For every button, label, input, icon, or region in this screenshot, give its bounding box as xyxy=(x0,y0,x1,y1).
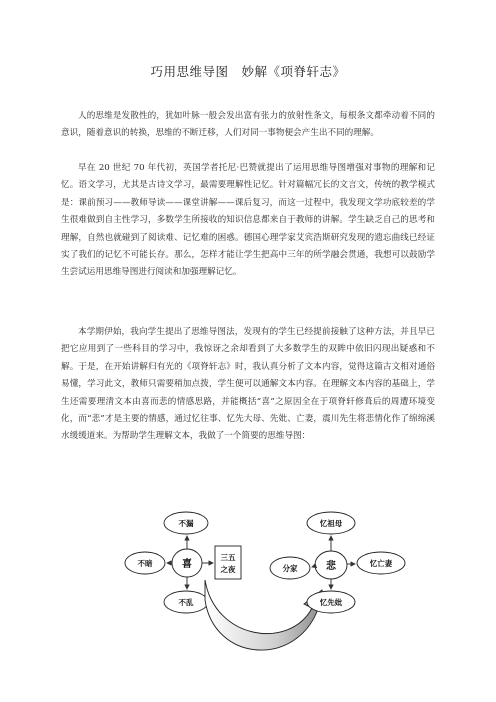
node-yixianbi-label: 忆先妣 xyxy=(319,598,343,607)
node-yizumu-label: 忆祖母 xyxy=(319,519,343,528)
page-title: 巧用思维导图 妙解《项脊轩志》 xyxy=(150,64,346,79)
transition-flow-arrow xyxy=(205,580,324,650)
paragraph-1: 人的思维是发散性的，犹如叶脉一般会发出富有张力的放射性条文，每根条文都牵动着不同的意识，随着意识的转换，思维的不断迁移，人们对同一事物便会产生出不同的理解。 xyxy=(61,111,435,139)
node-sanwu-night xyxy=(215,546,241,579)
paragraph-2: 早在 20 世纪 70 年代初，英国学者托尼·巴赞就提出了运用思维导图增强对事物的理解和记忆。语文学习，尤其是古诗文学习，最需要理解性记忆。针对篇幅冗长的文言文，传统的教学模式是：课前预习——教师导读——课堂讲解——课后复习，而这一过程中，我发现文学功底较差的学生很难做到自主性学习，多数学生所接收的知识信息都来自于教师的讲解。学生缺乏自己的思考和理解，自然也就碰到了阅读难、记忆难的困惑。德国心理学家艾宾浩斯研究发现的遗忘曲线已经证实了我们的记忆不可能长存。那么，怎样才能让学生把高中三年的所学融会贯通，我想可以鼓励学生尝试运用思维导图进行阅读和加强理解记忆。 xyxy=(61,163,435,278)
node-fenjia-label: 分家 xyxy=(282,564,298,573)
node-sanwu-line1: 三五 xyxy=(220,553,236,562)
joy-center-label: 喜 xyxy=(182,559,192,570)
paragraph-3: 本学期伊始，我向学生提出了思维导图法，发现有的学生已经提前接触了这种方法，并且早已把它应用到了一些科目的学习中，我惊讶之余却看到了大多数学生的双眸中依旧闪现出疑惑和不解。于是，在开始讲解归有光的《项脊轩志》时，我认真分析了文本内容，觉得这篇古文相对通俗易懂，学习此文，教师只需要稍加点拨，学生便可以通解文本内容。在理解文本内容的基础上，学生还需要理清文本由喜而悲的情感思路，并能概括“喜”之原因全在于项脊轩修葺后的周遭环境变化，而“悲”才是主要的情感，通过忆往事、忆先大母、先妣、亡妻，震川先生将悲情化作了绵绵溪水缓缓道来。为帮助学生理解文本，我做了一个简要的思维导图： xyxy=(61,327,435,442)
joy-cluster xyxy=(125,512,241,613)
node-buan-label: 不暗 xyxy=(137,559,153,568)
node-bulou-label: 不漏 xyxy=(178,519,194,528)
node-yiwangqi-label: 忆亡妻 xyxy=(369,559,393,568)
sorrow-center-label: 悲 xyxy=(326,561,336,572)
node-sanwu-line2: 之夜 xyxy=(220,565,236,574)
node-buluan-label: 不乱 xyxy=(178,598,194,607)
arrow-sorrow-fenjia xyxy=(312,566,315,567)
sorrow-cluster xyxy=(270,512,405,613)
